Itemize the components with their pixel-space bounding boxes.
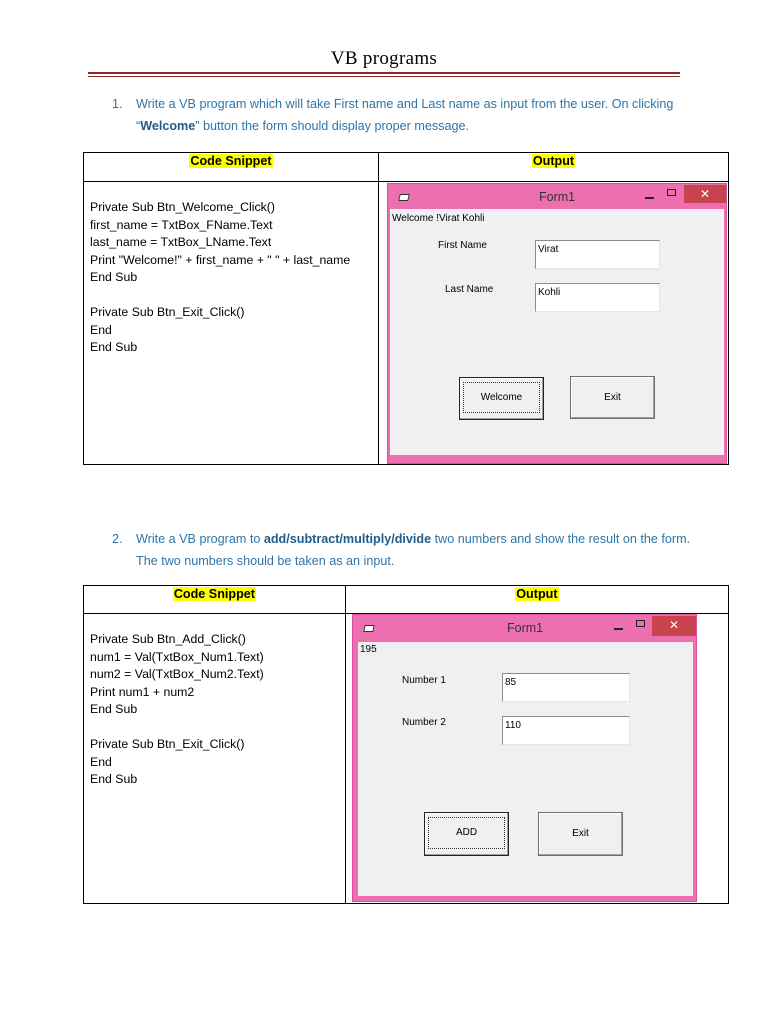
welcome-button[interactable]: Welcome [459, 377, 544, 420]
number-1-label: Number 1 [402, 675, 446, 686]
form-title: Form1 [539, 190, 576, 204]
form-title: Form1 [507, 621, 544, 635]
maximize-icon[interactable] [636, 620, 645, 627]
question-keyword: add/subtract/multiply/divide [263, 532, 432, 546]
number-2-label: Number 2 [402, 717, 446, 728]
number-1-textbox[interactable]: 85 [502, 673, 630, 702]
code-header-cell [84, 153, 379, 182]
minimize-icon[interactable] [645, 197, 654, 199]
question-1 [112, 93, 702, 137]
page-title: VB programs [330, 48, 438, 69]
question-number: 2. [112, 532, 123, 546]
close-icon[interactable]: ✕ [652, 616, 696, 636]
code-snippet: Private Sub Btn_Add_Click() num1 = Val(TxtBox_Num1.Text) num2 = Val(TxtBox_Num2.Text) Print num1 + num2 End Sub Private Sub Btn_Exit_Click() End End Sub [84, 614, 346, 904]
close-icon[interactable]: ✕ [684, 185, 726, 203]
question-number: 1. [112, 97, 123, 111]
maximize-icon[interactable] [667, 189, 676, 196]
output-header: Output [516, 587, 558, 601]
last-name-textbox[interactable]: Kohli [535, 283, 660, 312]
printed-output: 195 [360, 644, 377, 655]
minimize-icon[interactable] [614, 628, 623, 630]
form-client-area [358, 642, 693, 896]
last-name-label: Last Name [445, 284, 494, 295]
form-client-area [390, 209, 724, 455]
question-text: Write a VB program to add/subtract/multiply/divide two numbers and show the result on the form. The two numbers should be taken as an input. [136, 532, 691, 568]
question-keyword: Welcome [140, 119, 196, 133]
output-header: Output [532, 154, 575, 168]
vb-form-window [387, 183, 727, 464]
first-name-textbox[interactable]: Virat [535, 240, 660, 269]
add-button[interactable]: ADD [424, 812, 509, 856]
number-2-textbox[interactable]: 110 [502, 716, 630, 745]
question-2 [112, 528, 702, 572]
title-rule [88, 72, 680, 74]
title-rule-thin [88, 76, 680, 77]
form-icon [363, 625, 374, 632]
exit-button[interactable]: Exit [570, 376, 655, 419]
printed-output: Welcome !Virat Kohli [392, 213, 485, 224]
exit-button[interactable]: Exit [538, 812, 623, 856]
question-text: Write a VB program which will take First name and Last name as input from the user. On clicking “Welcome” button the form should display proper message. [136, 97, 674, 133]
form-icon [398, 194, 409, 201]
code-snippet-header: Code Snippet [190, 154, 272, 168]
code-snippet-header: Code Snippet [173, 587, 255, 601]
output-header-cell [345, 586, 728, 614]
output-header-cell [378, 153, 728, 182]
code-snippet: Private Sub Btn_Welcome_Click() first_name = TxtBox_FName.Text last_name = TxtBox_LName.Text Print "Welcome!" + first_name + " " + last_name End Sub Private Sub Btn_Exit_Click() End End Sub [84, 182, 379, 465]
vb-form-window [352, 614, 697, 902]
code-header-cell [84, 586, 346, 614]
first-name-label: First Name [438, 240, 487, 251]
